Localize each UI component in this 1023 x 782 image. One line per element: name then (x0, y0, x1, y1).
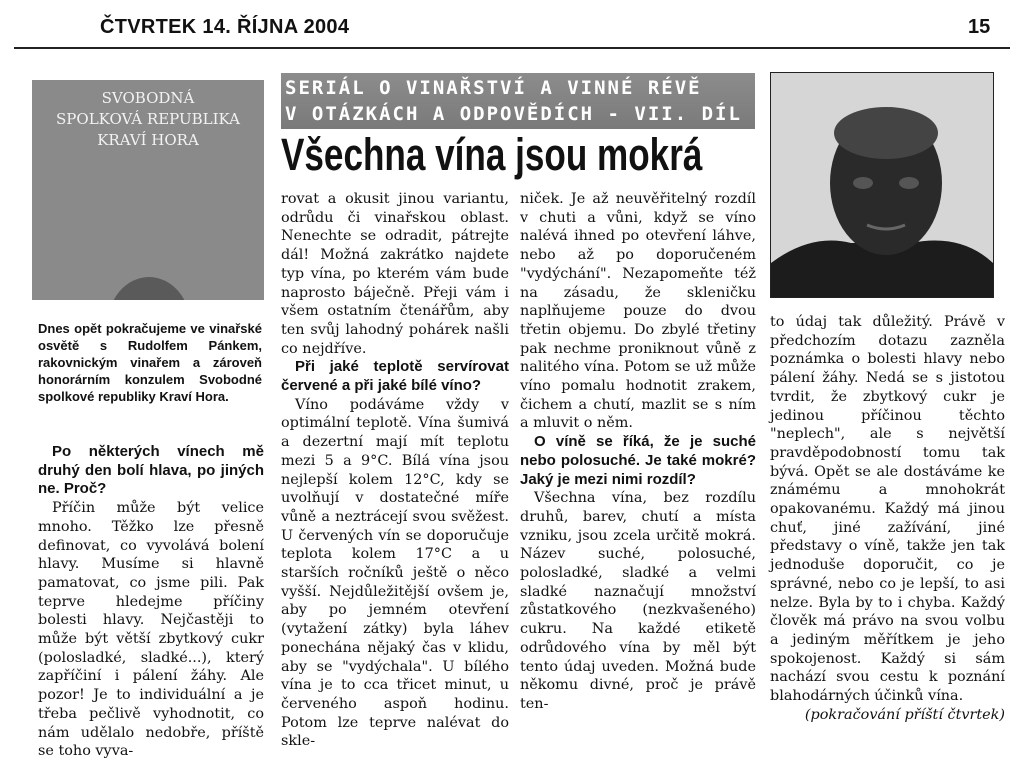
grape-leaf-emblem-icon (104, 265, 194, 300)
answer-1-part1: Příčin může být velice mnoho. Těžko lze přesně definovat, co vyvolává bolení hlavy. Musíme si hlavně pamatovat, co jsme pili. Pak teprve hledejme příčiny bolesti hlavy. Nejčastěji to může být větší zbytkový cukr (polosladké, sladké...), který zapříčiní i pálení žáhy. Ale pozor! Je to individuální a je třeba pečlivě vyhodnotit, co nám udělalo nedobře, příště se toho vyva- (38, 500, 264, 760)
series-title-line2: V OTÁZKÁCH A ODPOVĚDÍCH - VII. DÍL (285, 103, 742, 125)
answer-3: Všechna vína, bez rozdílu druhů, barev, chutí a místa vzniku, jsou zcela určitě mokrá. Název suché, polosuché, polosladké, sladké a velmi sladké naznačují množství zůstatkového (nezkvašeného) cukru. Na každé etiketě odrůdového vína by měl být tento údaj uveden. Možná bude někomu divné, proč je právě ten- (520, 490, 756, 712)
article-column-2 (281, 190, 509, 751)
series-title-band (281, 73, 755, 129)
header-rule (14, 47, 1010, 49)
article-column-3 (520, 190, 756, 714)
headline: Všechna vína jsou mokrá (281, 129, 703, 180)
republic-logo-photo (32, 80, 264, 300)
series-title-line1: SERIÁL O VINAŘSTVÍ A VINNÉ RÉVĚ (285, 77, 702, 99)
article-column-4 (770, 313, 1005, 724)
question-3: O víně se říká, že je suché nebo polosuché. Je také mokré? Jaký je mezi nimi rozdíl? (520, 433, 756, 488)
answer-1 (38, 499, 264, 761)
continued-note: (pokračování příští čtvrtek) (804, 706, 1005, 723)
logo-caption: SVOBODNÁ SPOLKOVÁ REPUBLIKA KRAVÍ HORA (56, 89, 240, 149)
issue-date: ČTVRTEK 14. ŘÍJNA 2004 (100, 16, 350, 38)
article-column-1 (38, 443, 264, 761)
page-number: 15 (968, 16, 991, 38)
answer-1-continued: rovat a okusit jinou variantu, odrůdu či vinařskou oblast. Nenechte se odradit, pátrejte dál! Možná zakrátko najdete typ vína, po kterém vám bude naprosto báječně. Přeji vám i všem ostatním čtenářům, aby ten svůj lahodný pohárek našli co nejdříve. (281, 191, 509, 357)
author-portrait-photo (770, 72, 994, 298)
question-1: Po některých vínech mě druhý den bolí hlava, po jiných ne. Proč? (38, 443, 264, 498)
answer-3-continued: to údaj tak důležitý. Právě v předchozím dotazu zazněla poznámka o bolesti hlavy nebo pálení žáhy. Nedá se s jistotou tvrdit, že zbytkový cukr je jedinou příčinou těchto "neplech", ale s největší pravděpodobností tomu tak bývá. Opět se ale dostáváme ke známému a mnohokrát opakovanému. Každý má jinou chuť, jiné zažívání, jiné představy o víně, takže jen tak jednoduše doporučit, co je správné, nebo co je lepší, to asi nelze. Byla by to i chyba. Každý člověk má právo na svou volbu a jediným měřítkem je jeho spokojenost. Každý si sám nachází svou cestu k poznání blahodárných účinků vína. (770, 314, 1005, 705)
answer-2-continued: niček. Je až neuvěřitelný rozdíl v chuti a vůni, když se víno nalévá ihned po otevření láhve, nebo až po doporučeném "vydýchání". Nezapomeňte též na zásadu, že skleničku naplňujeme pouze do dvou třetin objemu. Do zbylé třetiny pak nechme proniknout vůně z nalitého vína. Potom se už může víno pomalu hodnotit zrakem, čichem a chutí, mazlit se s ním a mluvit o něm. (520, 191, 756, 432)
lead-paragraph: Dnes opět pokračujeme ve vinařské osvětě s Rudolfem Pánkem, rakovnickým vinařem a zároveň honorárním konzulem Svobodné spolkové republiky Kraví Hora. (38, 321, 262, 404)
portrait-figure-icon (771, 73, 993, 297)
question-2: Při jaké teplotě servírovat červené a při jaké bílé víno? (281, 358, 509, 395)
answer-2: Víno podáváme vždy v optimální teplotě. Vína šumivá a dezertní mají mít teplotu mezi 5 a 9°C. Bílá vína jsou nejlepší kolem 12°C, kdy se uvolňují v dostatečné míře vůně a neztrácejí svou svěžest. U červených vín se doporučuje teplota kolem 17°C a u starších ročníků ještě o něco vyšší. Nejdůležitější ovšem je, aby po jemném otevření (vytažení zátky) byla láhev ponechána nějaký čas v klidu, aby se "vydýchala". U bílého vína je to cca třicet minut, u červeného aspoň hodinu. Potom lze teprve nalévat do skle- (281, 396, 509, 750)
